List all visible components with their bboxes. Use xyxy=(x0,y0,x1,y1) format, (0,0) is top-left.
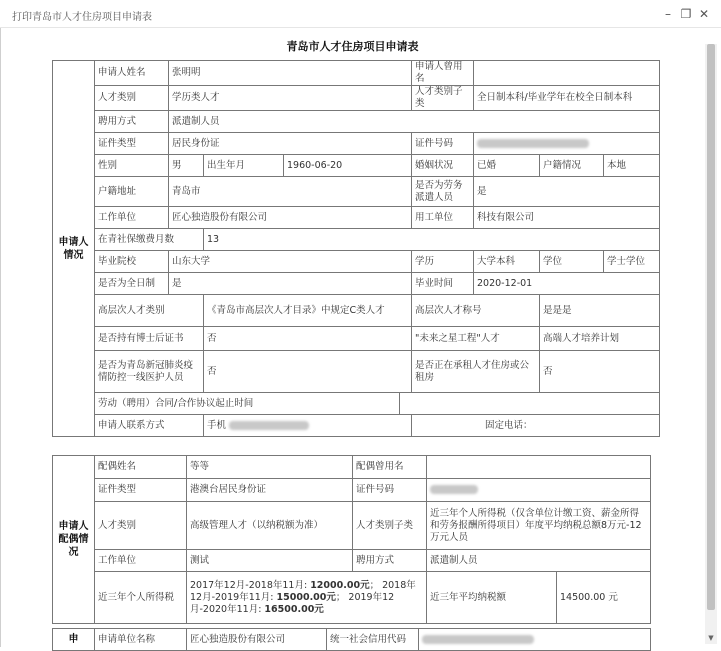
contract-period xyxy=(400,393,660,415)
is-covid-frontline: 否 xyxy=(204,351,412,393)
label: 人才类别 xyxy=(95,86,169,111)
table-row xyxy=(53,629,651,651)
label: 出生年月 xyxy=(204,155,284,177)
label: 用工单位 xyxy=(412,207,474,229)
is-renting: 否 xyxy=(540,351,660,393)
table-row xyxy=(53,155,660,177)
table-row xyxy=(53,177,660,207)
graduation-date: 2020-12-01 xyxy=(474,273,660,295)
label: 高层次人才称号 xyxy=(412,295,540,327)
credit-code-redacted xyxy=(419,629,651,651)
label: 是否持有博士后证书 xyxy=(95,327,204,351)
maximize-icon[interactable]: ❐ xyxy=(680,7,692,21)
label: 是否正在承租人才住房或公租房 xyxy=(412,351,540,393)
table-row xyxy=(53,327,660,351)
school: 山东大学 xyxy=(169,251,412,273)
mobile-label: 手机 xyxy=(207,419,227,431)
table-row xyxy=(53,572,651,624)
table-row xyxy=(53,229,660,251)
household-status: 本地 xyxy=(604,155,660,177)
label: 是否为青岛新冠肺炎疫情防控一线医护人员 xyxy=(95,351,204,393)
label: 性别 xyxy=(95,155,169,177)
label: 申请人曾用名 xyxy=(412,61,474,86)
phone-label: 固定电话： xyxy=(485,419,533,431)
tax-period: ； 2019年12月-2020年11月: xyxy=(190,591,395,615)
label: 申请单位名称 xyxy=(95,629,187,651)
high-talent-title: 是是是 xyxy=(540,295,660,327)
spouse-employment: 派遣制人员 xyxy=(427,550,651,572)
label: 户籍地址 xyxy=(95,177,169,207)
employer: 科技有限公司 xyxy=(474,207,660,229)
label: 证件类型 xyxy=(95,133,169,155)
unit-name: 匠心独造股份有限公司 xyxy=(187,629,327,651)
label: 劳动（聘用）合同/合作协议起止时间 xyxy=(95,393,400,415)
hukou-address: 青岛市 xyxy=(169,177,412,207)
table-row xyxy=(53,111,660,133)
spouse-name: 等等 xyxy=(187,456,353,479)
label: 学历 xyxy=(412,251,474,273)
label: 是否为全日制 xyxy=(95,273,169,295)
birth-date: 1960-06-20 xyxy=(284,155,412,177)
label: 工作单位 xyxy=(95,207,169,229)
label: 配偶姓名 xyxy=(95,456,187,479)
label: 证件类型 xyxy=(95,479,187,502)
label: 工作单位 xyxy=(95,550,187,572)
applicant-name: 张明明 xyxy=(169,61,412,86)
label: 户籍情况 xyxy=(540,155,604,177)
section-label-unit: 申 xyxy=(53,629,95,651)
label: "未来之星工程"人才 xyxy=(412,327,540,351)
is-fulltime: 是 xyxy=(169,273,412,295)
landline-phone xyxy=(412,415,660,437)
former-name xyxy=(474,61,660,86)
unit-table xyxy=(52,628,651,651)
label: 毕业时间 xyxy=(412,273,474,295)
label: 毕业院校 xyxy=(95,251,169,273)
spouse-talent-type: 高级管理人才（以纳税额为准） xyxy=(187,502,353,550)
spouse-id-type: 港澳台居民身份证 xyxy=(187,479,353,502)
application-form-table xyxy=(52,60,660,437)
spouse-tax-history xyxy=(187,572,427,624)
label: 申请人姓名 xyxy=(95,61,169,86)
has-postdoc: 否 xyxy=(204,327,412,351)
spouse-work-unit: 测试 xyxy=(187,550,353,572)
future-star-talent: 高端人才培养计划 xyxy=(540,327,660,351)
spouse-table xyxy=(52,455,651,624)
is-dispatch: 是 xyxy=(474,177,660,207)
spouse-talent-subtype: 近三年个人所得税（仅含单位计缴工资、薪金所得和劳务报酬所得项目）年度平均纳税总额8万元-12万元人员 xyxy=(427,502,651,550)
label: 聘用方式 xyxy=(95,111,169,133)
label: 学位 xyxy=(540,251,604,273)
table-row xyxy=(53,133,660,155)
label: 人才类别子类 xyxy=(412,86,474,111)
id-type: 居民身份证 xyxy=(169,133,412,155)
gender: 男 xyxy=(169,155,204,177)
table-row xyxy=(53,456,651,479)
table-row xyxy=(53,86,660,111)
tax-period: ； 2018年12月-2019年11月: xyxy=(190,579,416,603)
marital-status: 已婚 xyxy=(474,155,540,177)
education: 大学本科 xyxy=(474,251,540,273)
spouse-former-name xyxy=(427,456,651,479)
scroll-down-arrow-icon[interactable]: ▼ xyxy=(708,634,714,642)
label: 近三年个人所得税 xyxy=(95,572,187,624)
tax-period: 2017年12月-2018年11月: xyxy=(190,579,311,591)
section-label-applicant: 申请人情况 xyxy=(53,61,95,437)
label: 统一社会信用代码 xyxy=(327,629,419,651)
talent-type: 学历类人才 xyxy=(169,86,412,111)
table-row xyxy=(53,393,660,415)
label: 聘用方式 xyxy=(353,550,427,572)
tax-amount: 12000.00元 xyxy=(310,579,370,591)
mobile-phone xyxy=(204,415,412,437)
label: 高层次人才类别 xyxy=(95,295,204,327)
table-row xyxy=(53,502,651,550)
label: 配偶曾用名 xyxy=(353,456,427,479)
spouse-avg-tax: 14500.00 元 xyxy=(557,572,651,624)
table-row xyxy=(53,207,660,229)
employment-type: 派遣制人员 xyxy=(169,111,660,133)
table-row xyxy=(53,479,651,502)
tax-amount: 16500.00元 xyxy=(264,603,324,615)
table-row xyxy=(53,295,660,327)
window-titlebar xyxy=(0,0,721,28)
label: 人才类别子类 xyxy=(353,502,427,550)
spouse-id-redacted xyxy=(427,479,651,502)
talent-subtype: 全日制本科/毕业学年在校全日制本科 xyxy=(474,86,660,111)
tax-amount: 15000.00元 xyxy=(276,591,336,603)
id-number-redacted xyxy=(474,133,660,155)
high-talent-type: 《青岛市高层次人才目录》中规定C类人才 xyxy=(204,295,412,327)
table-row xyxy=(53,351,660,393)
table-row xyxy=(53,273,660,295)
table-row xyxy=(53,61,660,86)
work-unit: 匠心独造股份有限公司 xyxy=(169,207,412,229)
table-row xyxy=(53,251,660,273)
section-label-spouse: 申请人配偶情况 xyxy=(53,456,95,624)
label: 证件号码 xyxy=(353,479,427,502)
table-row xyxy=(53,415,660,437)
window-title: 打印青岛市人才住房项目申请表 xyxy=(12,12,152,23)
degree: 学士学位 xyxy=(604,251,660,273)
scrollbar-thumb[interactable] xyxy=(707,44,715,610)
label: 是否为劳务派遣人员 xyxy=(412,177,474,207)
social-security-months: 13 xyxy=(204,229,660,251)
close-icon[interactable]: ✕ xyxy=(698,7,710,21)
table-row xyxy=(53,550,651,572)
label: 申请人联系方式 xyxy=(95,415,204,437)
label: 在青社保缴费月数 xyxy=(95,229,204,251)
form-title: 青岛市人才住房项目申请表 xyxy=(286,40,419,53)
label: 证件号码 xyxy=(412,133,474,155)
label: 婚姻状况 xyxy=(412,155,474,177)
minimize-icon[interactable]: – xyxy=(665,7,671,21)
label: 人才类别 xyxy=(95,502,187,550)
label: 近三年平均纳税额 xyxy=(427,572,557,624)
